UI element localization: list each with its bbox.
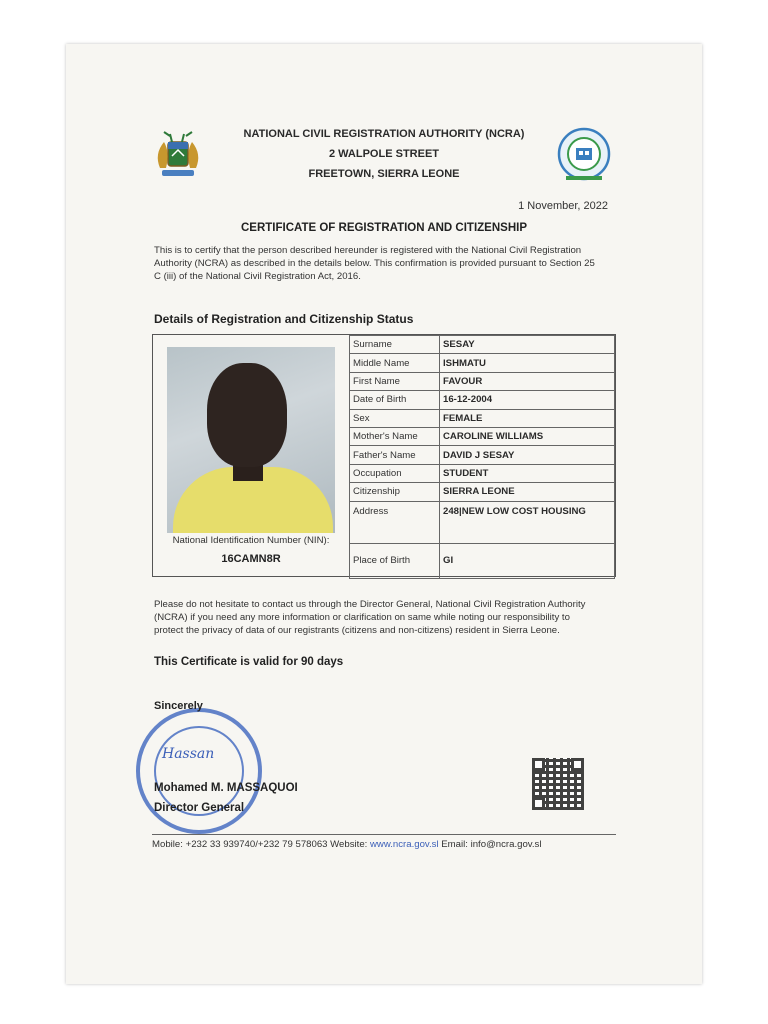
details-box — [152, 334, 616, 577]
field-label: Surname — [350, 336, 440, 354]
validity-note: This Certificate is valid for 90 days — [154, 656, 344, 668]
intro-line: This is to certify that the person described hereunder is registered with the National Civil Registration — [154, 245, 582, 256]
table-row — [350, 446, 615, 464]
signer-title: Director General — [154, 802, 245, 814]
field-label: Middle Name — [350, 354, 440, 372]
issue-date: 1 November, 2022 — [518, 200, 608, 212]
certificate-title: CERTIFICATE OF REGISTRATION AND CITIZENSHIP — [240, 222, 527, 234]
table-row — [350, 483, 615, 501]
field-value: FAVOUR — [440, 372, 615, 390]
field-value: DAVID J SESAY — [440, 446, 615, 464]
org-street: 2 WALPOLE STREET — [328, 148, 439, 160]
org-city: FREETOWN, SIERRA LEONE — [308, 168, 460, 180]
contact-line: (NCRA) if you need any more information or clarification on same while noting our responsibility to — [154, 612, 570, 623]
table-row — [350, 501, 615, 543]
official-stamp-icon — [136, 708, 262, 834]
table-row — [350, 409, 615, 427]
field-label: Sex — [350, 409, 440, 427]
footer-mobile: Mobile: +232 33 939740/+232 79 578063 Website: — [152, 839, 370, 850]
field-label: First Name — [350, 372, 440, 390]
table-row — [350, 543, 615, 578]
intro-line: Authority (NCRA) as described in the details below. This confirmation is provided pursuant to Section 25 — [154, 258, 595, 269]
field-label: Father's Name — [350, 446, 440, 464]
contact-paragraph — [154, 598, 585, 637]
field-value: GI — [440, 543, 615, 578]
table-row — [350, 372, 615, 390]
nin-value: 16CAMN8R — [221, 553, 281, 565]
table-row — [350, 336, 615, 354]
field-label: Mother's Name — [350, 427, 440, 445]
footer-website-link[interactable]: www.ncra.gov.sl — [370, 839, 439, 850]
field-value: SIERRA LEONE — [440, 483, 615, 501]
holder-photo — [167, 347, 335, 533]
field-label: Occupation — [350, 464, 440, 482]
contact-line: Please do not hesitate to contact us through the Director General, National Civil Registration Authority — [154, 599, 586, 610]
intro-paragraph — [154, 244, 595, 283]
table-row — [350, 464, 615, 482]
field-value: FEMALE — [440, 409, 615, 427]
closing: Sincerely — [154, 700, 203, 712]
intro-line: C (iii) of the National Civil Registration Act, 2016. — [154, 271, 361, 282]
contact-line: protect the privacy of data of our registrants (citizens and non-citizens) resident in Sierra Leone. — [154, 625, 560, 636]
qr-code-icon — [532, 758, 584, 810]
ncra-seal-icon — [556, 126, 612, 186]
signature: Hassan — [162, 746, 215, 762]
footer-email: Email: info@ncra.gov.sl — [438, 839, 542, 850]
details-title: Details of Registration and Citizenship Status — [154, 312, 414, 326]
field-value: CAROLINE WILLIAMS — [440, 427, 615, 445]
field-value: ISHMATU — [440, 354, 615, 372]
field-label: Citizenship — [350, 483, 440, 501]
org-name: NATIONAL CIVIL REGISTRATION AUTHORITY (NCRA) — [243, 128, 525, 140]
table-row — [350, 427, 615, 445]
table-row — [350, 354, 615, 372]
signer-name: Mohamed M. MASSAQUOI — [154, 782, 298, 794]
field-label: Address — [350, 501, 440, 543]
nin-label: National Identification Number (NIN): — [172, 535, 330, 546]
field-value: 248|NEW LOW COST HOUSING — [440, 501, 615, 543]
field-value: 16-12-2004 — [440, 391, 615, 409]
field-value: SESAY — [440, 336, 615, 354]
certificate-page — [66, 44, 702, 984]
table-row — [350, 391, 615, 409]
footer-contact — [152, 839, 541, 850]
field-label: Date of Birth — [350, 391, 440, 409]
field-value: STUDENT — [440, 464, 615, 482]
details-table — [349, 335, 615, 579]
field-label: Place of Birth — [350, 543, 440, 578]
footer-divider — [152, 834, 616, 835]
